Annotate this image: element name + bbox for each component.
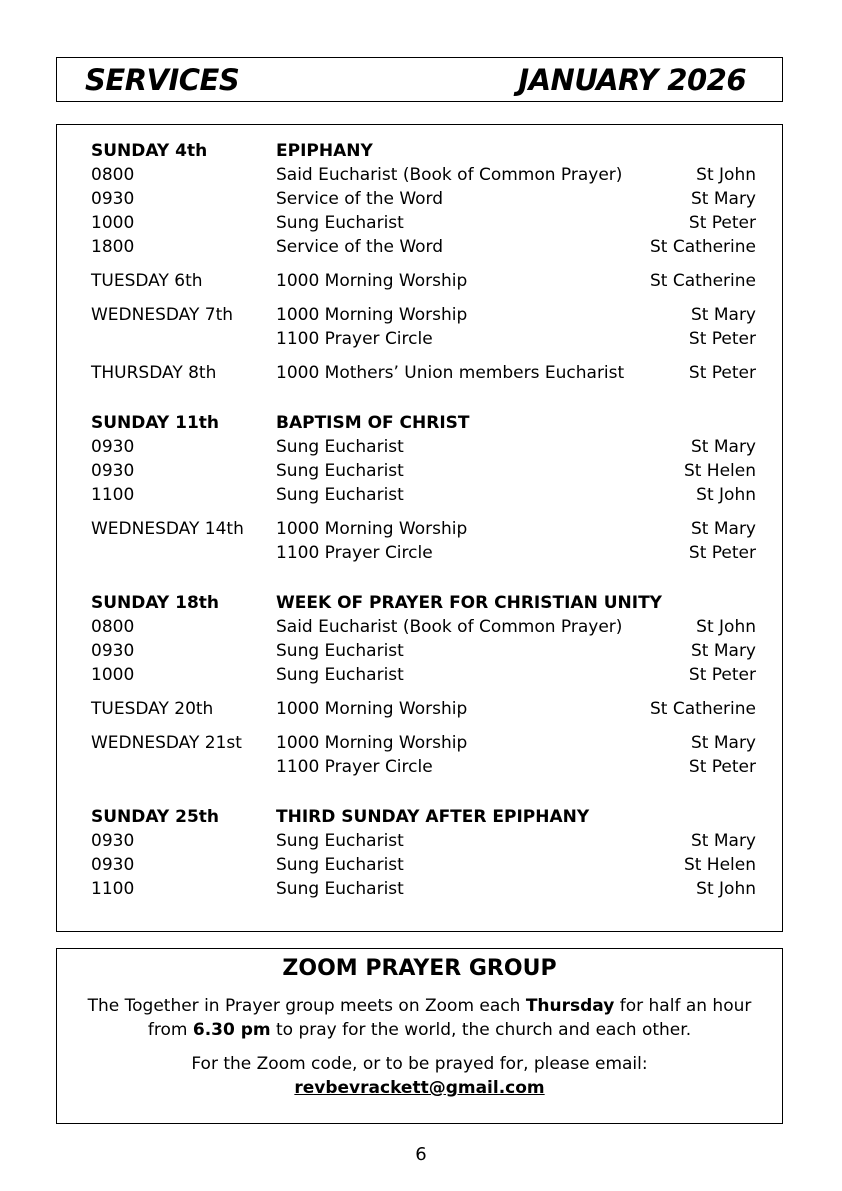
service-time: 0930 <box>91 461 135 481</box>
service-name: Sung Eucharist <box>276 855 404 875</box>
zoom-text-line-1: The Together in Prayer group meets on Zoom each Thursday for half an hour <box>87 996 752 1016</box>
service-church: St Mary <box>691 733 756 753</box>
service-row <box>57 639 782 663</box>
service-occasion: WEEK OF PRAYER FOR CHRISTIAN UNITY <box>276 593 662 613</box>
service-row <box>57 211 782 235</box>
service-name: 1000 Morning Worship <box>276 733 468 753</box>
service-church: St John <box>696 165 756 185</box>
service-time: 1000 <box>91 665 135 685</box>
service-name: 1000 Morning Worship <box>276 305 468 325</box>
service-name: Service of the Word <box>276 237 444 257</box>
service-row <box>57 435 782 459</box>
service-name: Sung Eucharist <box>276 485 404 505</box>
service-church: St Peter <box>688 757 756 777</box>
service-day: SUNDAY 4th <box>91 141 208 161</box>
service-time: 0930 <box>91 437 135 457</box>
service-church: St Mary <box>691 519 756 539</box>
service-time: 1100 <box>91 879 135 899</box>
service-row <box>57 269 782 293</box>
service-row <box>57 459 782 483</box>
service-time: 0800 <box>91 617 135 637</box>
service-row <box>57 591 782 615</box>
service-name: Sung Eucharist <box>276 665 404 685</box>
service-time: 0930 <box>91 831 135 851</box>
service-name: Sung Eucharist <box>276 831 404 851</box>
service-name: Sung Eucharist <box>276 461 404 481</box>
service-time: 0930 <box>91 855 135 875</box>
service-church: St Mary <box>691 189 756 209</box>
service-church: St Catherine <box>650 271 756 291</box>
service-occasion: BAPTISM OF CHRIST <box>276 413 470 433</box>
service-church: St Mary <box>691 831 756 851</box>
service-time: 1000 <box>91 213 135 233</box>
service-name: 1000 Morning Worship <box>276 271 468 291</box>
service-day: SUNDAY 11th <box>91 413 220 433</box>
service-day: SUNDAY 25th <box>91 807 220 827</box>
email-link[interactable]: revbevrackett@gmail.com <box>294 1078 545 1098</box>
service-day: WEDNESDAY 21st <box>91 733 242 753</box>
header-box <box>56 57 783 102</box>
zoom-text-line-2: from 6.30 pm to pray for the world, the church and each other. <box>147 1020 692 1040</box>
zoom-title: ZOOM PRAYER GROUP <box>282 956 557 981</box>
service-row <box>57 163 782 187</box>
service-day: THURSDAY 8th <box>91 363 217 383</box>
service-row <box>57 303 782 327</box>
service-name: Said Eucharist (Book of Common Prayer) <box>276 617 623 637</box>
service-church: St Peter <box>688 363 756 383</box>
service-row <box>57 615 782 639</box>
page-title: SERVICES <box>85 63 240 97</box>
zoom-prayer-group-box <box>56 948 783 1124</box>
service-church: St Peter <box>688 329 756 349</box>
service-row <box>57 517 782 541</box>
service-row <box>57 235 782 259</box>
service-row <box>57 411 782 435</box>
service-occasion: THIRD SUNDAY AFTER EPIPHANY <box>276 807 590 827</box>
service-name: Service of the Word <box>276 189 444 209</box>
service-row <box>57 139 782 163</box>
service-row <box>57 327 782 351</box>
service-church: St Helen <box>683 461 756 481</box>
service-name: Sung Eucharist <box>276 879 404 899</box>
service-day: SUNDAY 18th <box>91 593 220 613</box>
service-name: Sung Eucharist <box>276 641 404 661</box>
service-time: 1800 <box>91 237 135 257</box>
service-row <box>57 187 782 211</box>
zoom-text-line-3: For the Zoom code, or to be prayed for, please email: <box>191 1054 648 1074</box>
services-list <box>56 124 783 932</box>
service-day: TUESDAY 6th <box>91 271 203 291</box>
service-church: St Peter <box>688 213 756 233</box>
service-name: 1000 Morning Worship <box>276 519 468 539</box>
service-row <box>57 853 782 877</box>
service-day: WEDNESDAY 14th <box>91 519 244 539</box>
service-name: 1100 Prayer Circle <box>276 543 433 563</box>
service-church: St Catherine <box>650 699 756 719</box>
service-time: 0930 <box>91 189 135 209</box>
zoom-email-line <box>57 1076 782 1100</box>
service-day: WEDNESDAY 7th <box>91 305 234 325</box>
service-row <box>57 697 782 721</box>
service-church: St Catherine <box>650 237 756 257</box>
service-day: TUESDAY 20th <box>91 699 214 719</box>
service-occasion: EPIPHANY <box>276 141 373 161</box>
service-row <box>57 877 782 901</box>
service-name: Sung Eucharist <box>276 437 404 457</box>
service-church: St John <box>696 617 756 637</box>
page-number: 6 <box>415 1144 427 1165</box>
service-name: 1100 Prayer Circle <box>276 329 433 349</box>
service-church: St John <box>696 879 756 899</box>
service-name: 1100 Prayer Circle <box>276 757 433 777</box>
service-church: St Mary <box>691 305 756 325</box>
service-church: St John <box>696 485 756 505</box>
service-church: St Mary <box>691 641 756 661</box>
service-church: St Helen <box>683 855 756 875</box>
service-church: St Peter <box>688 543 756 563</box>
service-row <box>57 755 782 779</box>
service-time: 0800 <box>91 165 135 185</box>
service-time: 0930 <box>91 641 135 661</box>
service-row <box>57 805 782 829</box>
service-church: St Mary <box>691 437 756 457</box>
service-row <box>57 483 782 507</box>
service-name: Said Eucharist (Book of Common Prayer) <box>276 165 623 185</box>
service-name: 1000 Mothers’ Union members Eucharist <box>276 363 625 383</box>
service-church: St Peter <box>688 665 756 685</box>
service-row <box>57 361 782 385</box>
service-name: Sung Eucharist <box>276 213 404 233</box>
service-row <box>57 663 782 687</box>
service-row <box>57 541 782 565</box>
service-row <box>57 731 782 755</box>
page-date: JANUARY 2026 <box>518 63 746 97</box>
service-time: 1100 <box>91 485 135 505</box>
service-name: 1000 Morning Worship <box>276 699 468 719</box>
service-row <box>57 829 782 853</box>
